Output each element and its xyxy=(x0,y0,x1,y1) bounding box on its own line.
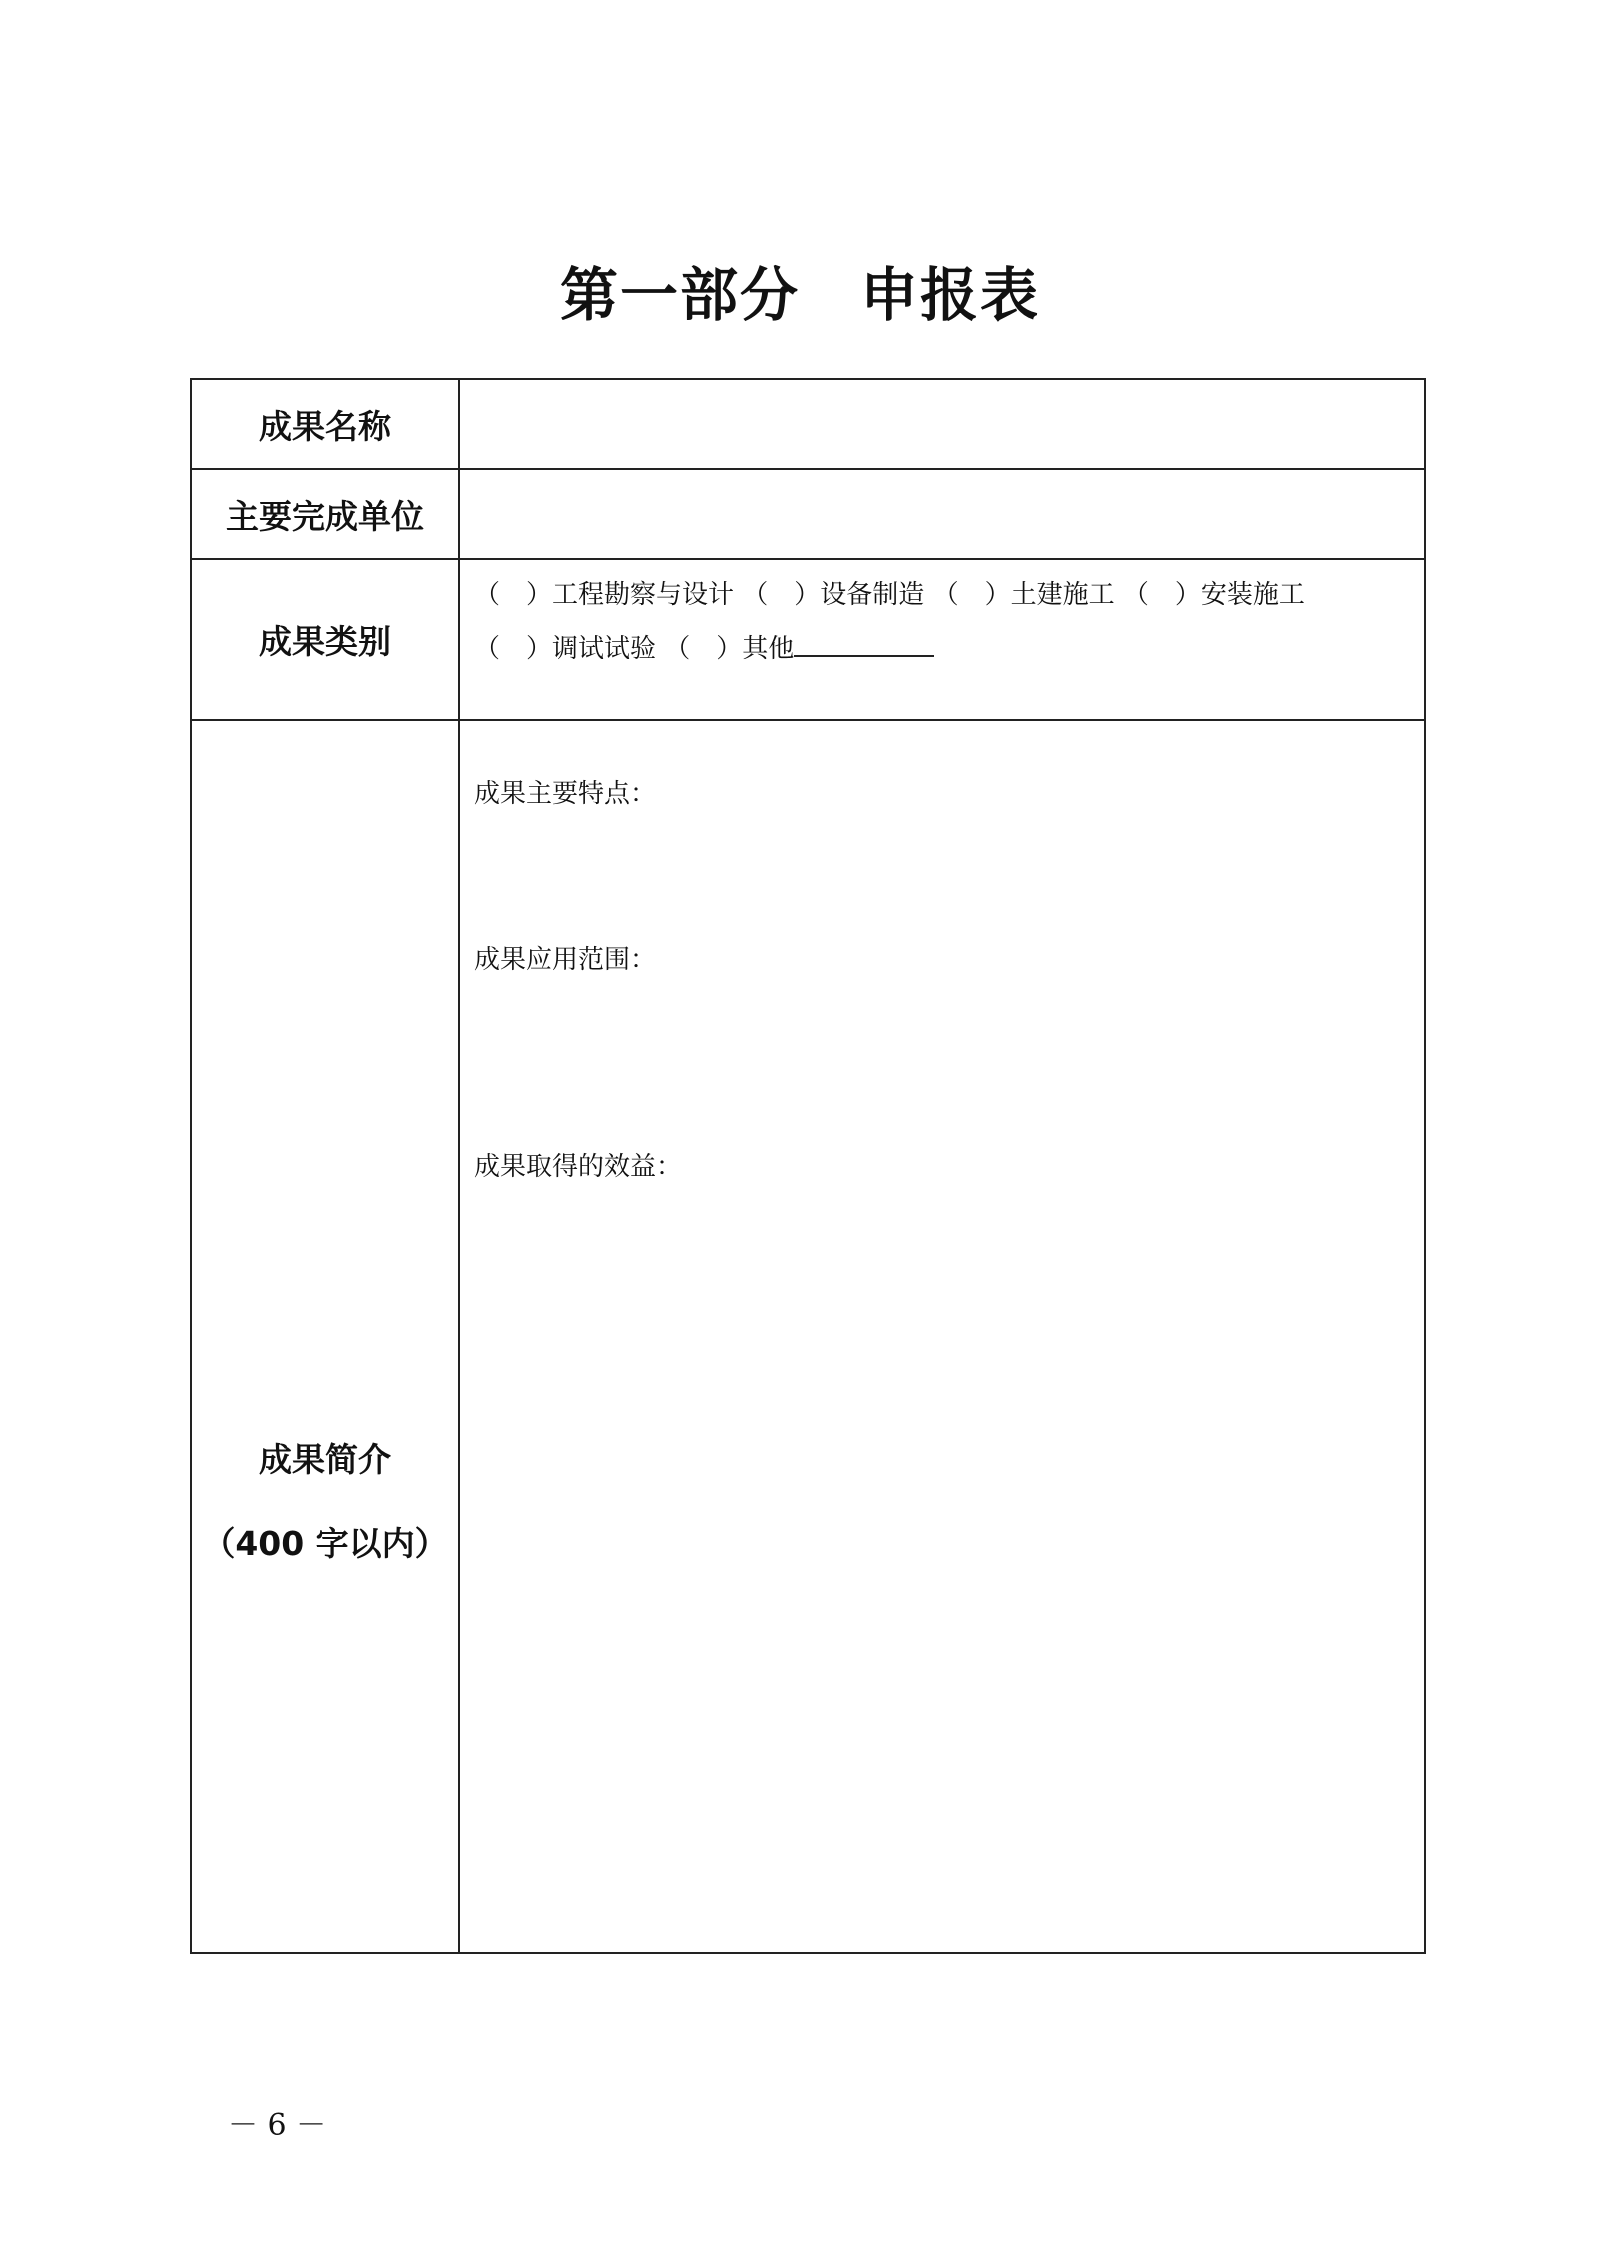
prompt-main-features: 成果主要特点： xyxy=(474,779,657,809)
category-option-civil[interactable]: （ ）土建施工 xyxy=(932,580,1115,610)
intro-label: 成果简介 xyxy=(259,1439,391,1479)
category-line-2 xyxy=(474,622,1410,676)
category-options xyxy=(459,559,1425,720)
intro-field[interactable] xyxy=(459,720,1425,1953)
category-label: 成果类别 xyxy=(191,559,459,720)
category-option-installation[interactable]: （ ）安装施工 xyxy=(1122,580,1305,610)
category-line-1 xyxy=(474,568,1410,622)
intro-sublabel: （400 字以内） xyxy=(202,1523,448,1563)
application-form-table xyxy=(190,378,1426,1954)
achievement-name-field[interactable] xyxy=(459,379,1425,469)
other-blank-line[interactable] xyxy=(794,625,934,657)
intro-label-cell xyxy=(191,720,459,1953)
page-number: － 6 － xyxy=(228,2108,327,2143)
category-option-commissioning[interactable]: （ ）调试试验 xyxy=(474,634,657,664)
row-achievement-name xyxy=(191,379,1425,469)
main-unit-label: 主要完成单位 xyxy=(191,469,459,559)
category-option-survey-design[interactable]: （ ）工程勘察与设计 xyxy=(474,580,735,610)
main-unit-field[interactable] xyxy=(459,469,1425,559)
row-main-unit xyxy=(191,469,1425,559)
row-category xyxy=(191,559,1425,720)
prompt-application-scope: 成果应用范围： xyxy=(474,945,657,975)
category-option-equipment[interactable]: （ ）设备制造 xyxy=(742,580,925,610)
category-option-other[interactable]: （ ）其他 xyxy=(664,634,795,664)
prompt-benefits: 成果取得的效益： xyxy=(474,1152,683,1182)
achievement-name-label: 成果名称 xyxy=(191,379,459,469)
row-intro xyxy=(191,720,1425,1953)
page-title: 第一部分 申报表 xyxy=(559,261,1040,329)
